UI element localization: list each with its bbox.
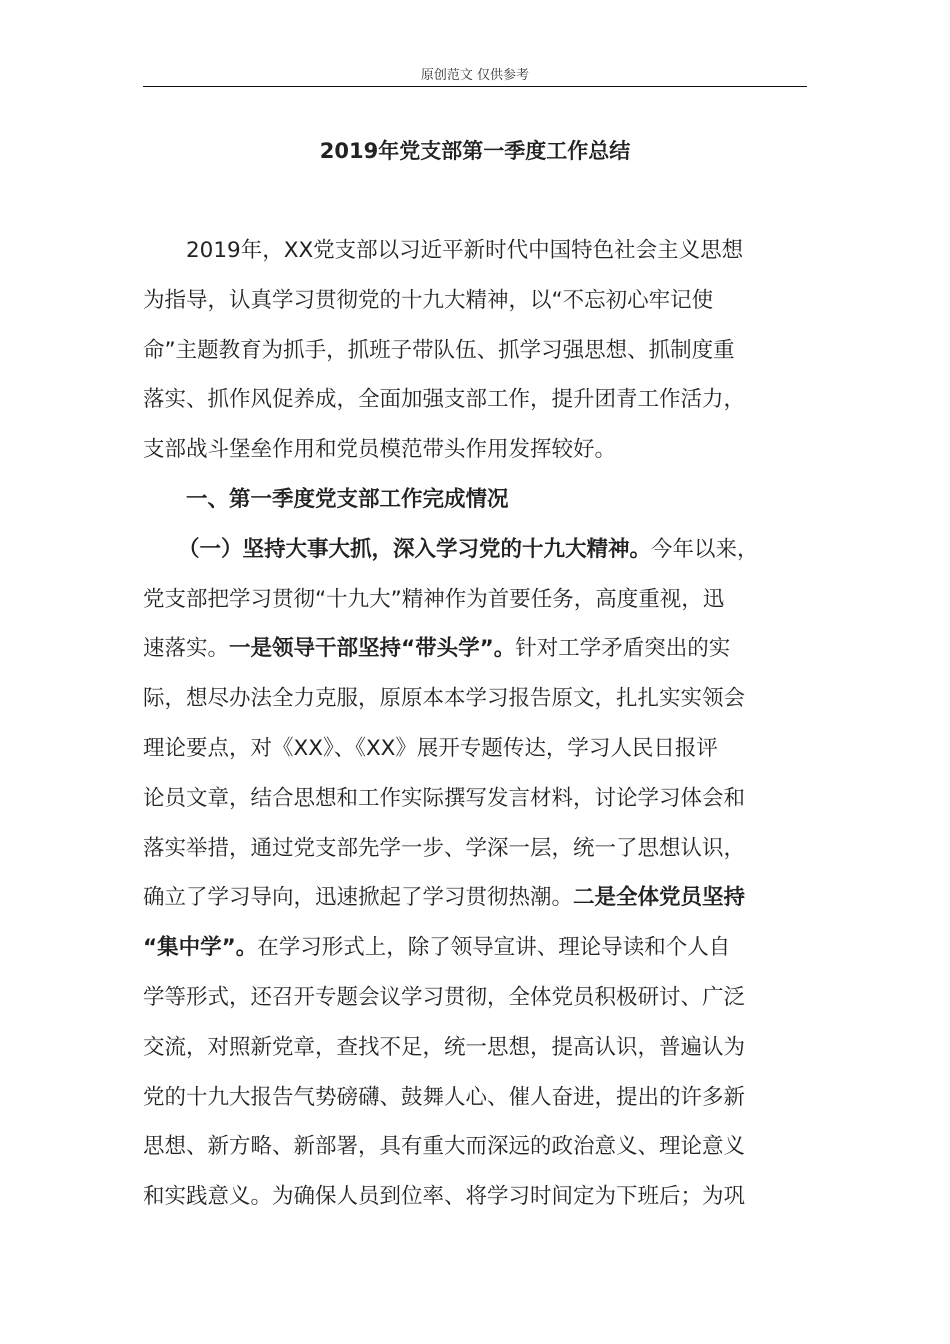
text-run: 论员文章，结合思想和工作实际撰写发言材料，讨论学习体会和 [143,785,746,811]
text-run: 速落实。 [143,636,230,662]
text-run: 际，想尽办法全力克服，原原本本学习报告原文，扎扎实实领会 [143,686,746,712]
text-run: 思想、新方略、新部署，具有重大而深远的政治意义、理论意义 [143,1134,746,1160]
paragraph-line [143,873,811,923]
heading-text: 一、第一季度党支部工作完成情况 [186,486,509,512]
bold-run: （一）坚持大事大抓，深入学习党的十九大精神。 [178,536,652,562]
paragraph-line [143,375,811,425]
paragraph-line [143,326,811,376]
paragraph-line [143,774,811,824]
document-title: 2019年党支部第一季度工作总结 [319,139,631,163]
paragraph-line [143,575,811,625]
paragraph-line [143,1122,811,1172]
text-run: 和实践意义。为确保人员到位率、将学习时间定为下班后；为巩 [143,1184,746,1210]
paragraph-line [143,276,811,326]
paragraph-line [143,226,811,276]
text-run: 确立了学习导向，迅速掀起了学习贯彻热潮。 [143,885,574,911]
text-run: 学等形式，还召开专题会议学习贯彻，全体党员积极研讨、广泛 [143,984,746,1010]
text-run: 交流，对照新党章，查找不足，统一思想，提高认识，普遍认为 [143,1034,746,1060]
document-body [143,226,811,1222]
bold-run: “集中学”。 [143,935,258,961]
text-run: 2019年，XX党支部以习近平新时代中国特色社会主义思想 [186,238,744,263]
text-run: 支部战斗堡垒作用和党员模范带头作用发挥较好。 [143,437,617,463]
page-header: 原创范文 仅供参考 [420,68,530,83]
header-rule [143,86,807,87]
text-run: 今年以来， [651,536,759,562]
paragraph-line [143,525,811,575]
paragraph-line [143,624,811,674]
text-run: 在学习形式上，除了领导宣讲、理论导读和个人自 [257,935,731,961]
paragraph-line [143,1023,811,1073]
paragraph-line [143,1172,811,1222]
text-run: 为指导，认真学习贯彻党的十九大精神，以“不忘初心牢记使 [143,287,714,313]
bold-run: 二是全体党员坚持 [573,885,746,911]
bold-run: 一是领导干部坚持“带头学”。 [229,636,516,662]
paragraph-line [143,973,811,1023]
paragraph-line [143,824,811,874]
text-run: 落实举措，通过党支部先学一步、学深一层，统一了思想认识， [143,835,746,861]
text-run: 命”主题教育为抓手，抓班子带队伍、抓学习强思想、抓制度重 [143,337,735,363]
paragraph-line [143,425,811,475]
paragraph-line [143,674,811,724]
paragraph-line [143,1073,811,1123]
text-run: 针对工学矛盾突出的实 [515,636,731,662]
paragraph-line [143,724,811,774]
text-run: 落实、抓作风促养成，全面加强支部工作，提升团青工作活力， [143,387,746,413]
text-run: 党支部把学习贯彻“十九大”精神作为首要任务，高度重视，迅 [143,586,725,612]
text-run: 党的十九大报告气势磅礴、鼓舞人心、催人奋进，提出的许多新 [143,1084,746,1110]
text-run: 理论要点，对《XX》、《XX》展开专题传达，学习人民日报评 [143,735,718,761]
section-heading [143,475,811,525]
paragraph-line [143,923,811,973]
